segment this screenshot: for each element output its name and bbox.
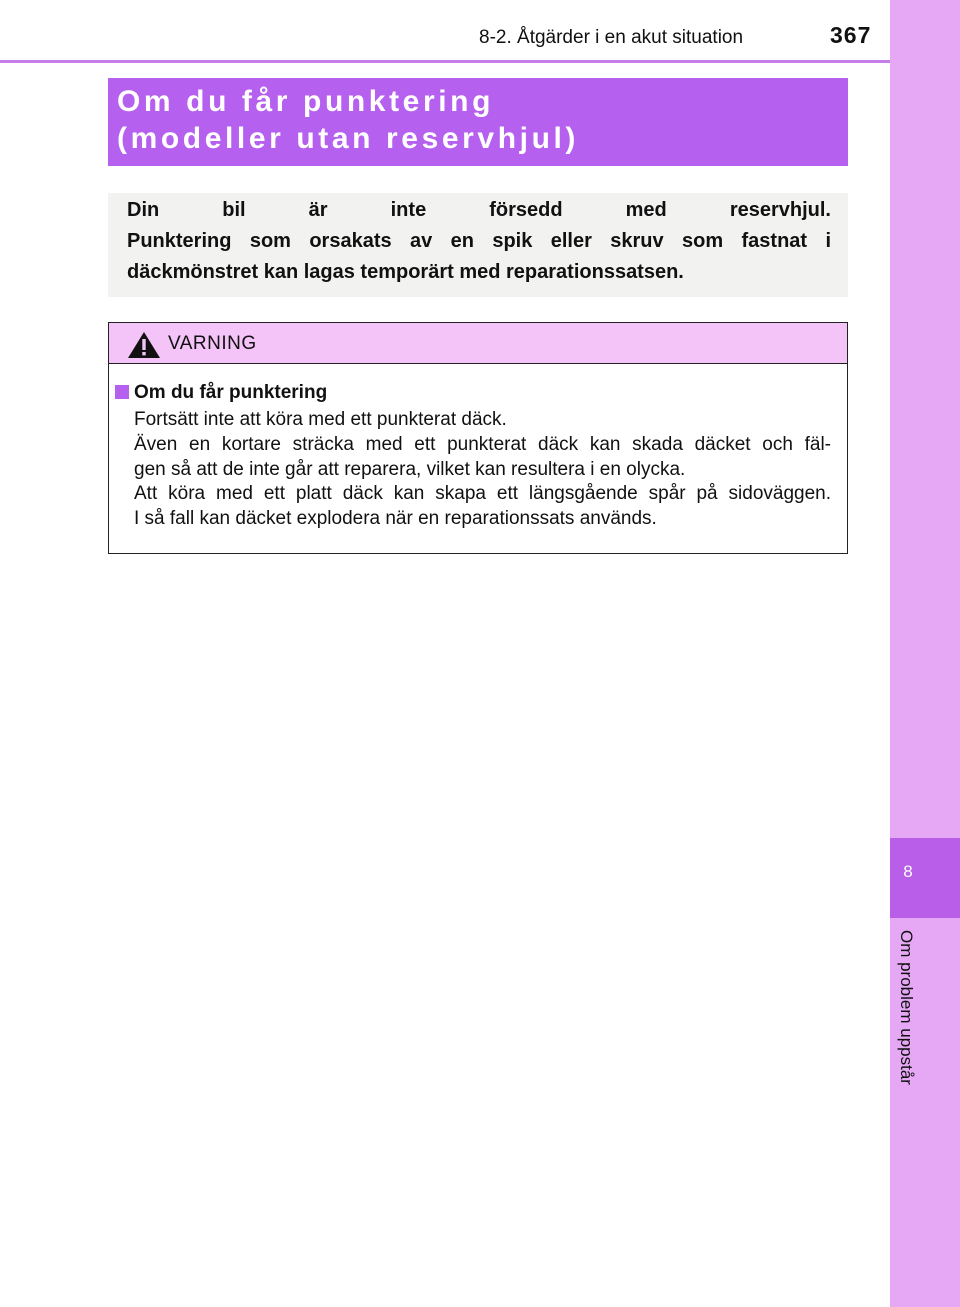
warning-text-line: gen så att de inte går att reparera, vilket kan resultera i en olycka. xyxy=(134,459,686,480)
warning-header xyxy=(109,323,847,364)
page-number: 367 xyxy=(830,22,872,48)
warning-subheading: Om du får punktering xyxy=(134,382,328,403)
intro-line: Din bil är inte försedd med reservhjul. xyxy=(127,199,831,221)
subheading-bullet-icon xyxy=(115,385,129,399)
intro-line: Punktering som orsakats av en spik eller skruv som fastnat i xyxy=(127,230,831,252)
warning-text-line: Att köra med ett platt däck kan skapa ett längsgående spår på sidoväggen. xyxy=(134,483,831,504)
warning-text-line: Fortsätt inte att köra med ett punkterat däck. xyxy=(134,409,507,430)
page-title-line-1: Om du får punktering xyxy=(117,85,495,118)
warning-title: VARNING xyxy=(168,333,257,354)
warning-text-line: I så fall kan däcket explodera när en reparationssats används. xyxy=(134,508,657,529)
page-title-line-2: (modeller utan reservhjul) xyxy=(117,122,580,155)
section-title: 8-2. Åtgärder i en akut situation xyxy=(479,27,744,48)
warning-triangle-icon xyxy=(127,331,161,359)
intro-line: däckmönstret kan lagas temporärt med reparationssatsen. xyxy=(127,261,684,283)
header-divider xyxy=(0,60,890,63)
chapter-side-tab xyxy=(890,0,960,1307)
warning-text-line: Även en kortare sträcka med ett punkterat däck kan skada däcket och fäl- xyxy=(134,434,831,455)
chapter-number: 8 xyxy=(903,862,913,881)
warning-box xyxy=(108,322,848,554)
chapter-label: Om problem uppstår xyxy=(897,930,916,1085)
